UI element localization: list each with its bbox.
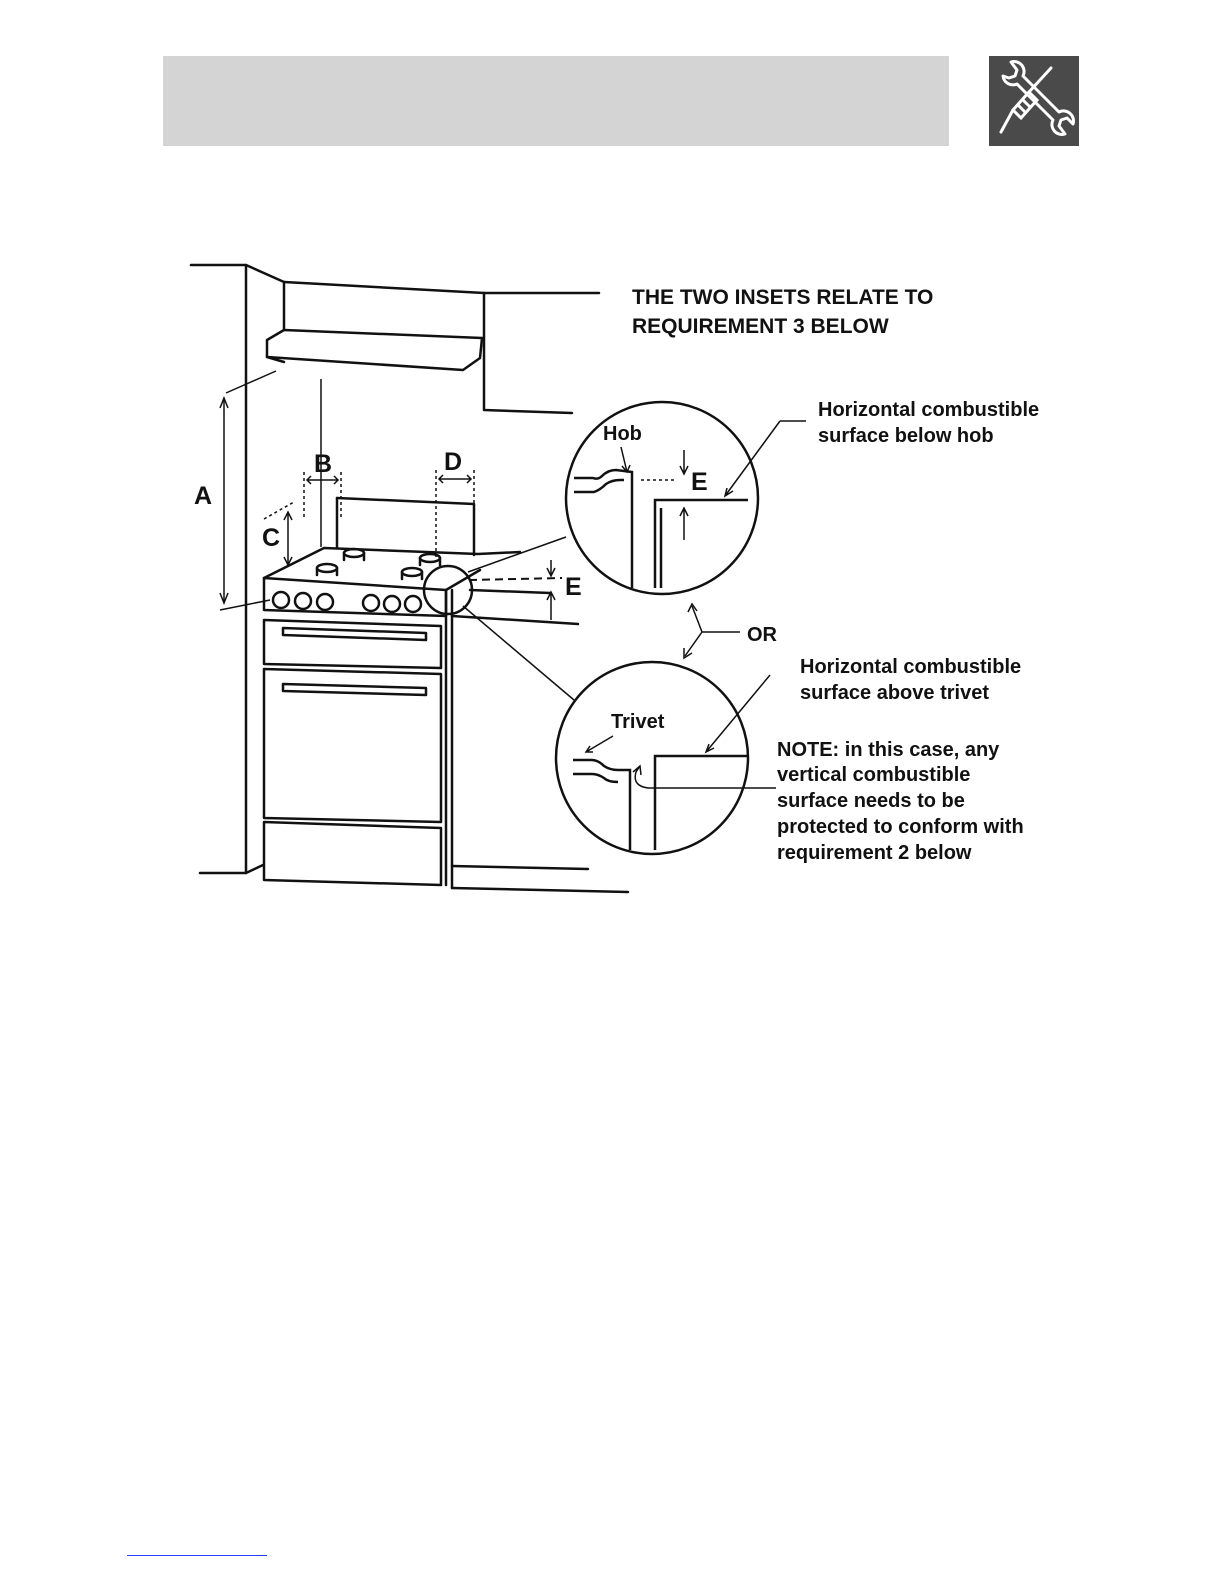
note-line-3: surface needs to be	[777, 790, 965, 812]
side-wall	[191, 265, 246, 873]
note-line-5: requirement 2 below	[777, 842, 972, 864]
trivet-callout-line-1: Horizontal combustible	[800, 656, 1022, 678]
trivet-label: Trivet	[611, 711, 665, 733]
dimension-label-b: B	[314, 450, 333, 478]
trivet-callout-line-2: surface above trivet	[800, 682, 989, 704]
dimension-label-c: C	[262, 524, 281, 552]
stove-backsplash	[337, 498, 474, 555]
bottom-drawer	[264, 822, 441, 885]
inset-trivet	[556, 662, 748, 854]
stove-top	[264, 548, 520, 578]
dimension-label-e: E	[565, 573, 582, 601]
note-line-1: NOTE: in this case, any	[777, 739, 1000, 761]
hob-label: Hob	[603, 423, 642, 445]
diagram-title-line-2: REQUIREMENT 3 BELOW	[632, 315, 889, 338]
hood-cabinet	[284, 282, 572, 413]
inset-dimension-label-e: E	[691, 468, 708, 496]
footer-link-underline[interactable]	[127, 1555, 267, 1556]
dimension-label-a: A	[194, 482, 213, 510]
note-line-2: vertical combustible	[777, 764, 971, 786]
hob-callout-line-1: Horizontal combustible	[818, 399, 1040, 421]
diagram-title-line-1: THE TWO INSETS RELATE TO	[632, 286, 934, 309]
note-line-4: protected to conform with	[777, 816, 1024, 838]
hob-callout-line-2: surface below hob	[818, 425, 994, 447]
dimension-label-d: D	[444, 448, 463, 476]
or-label: OR	[747, 624, 777, 646]
